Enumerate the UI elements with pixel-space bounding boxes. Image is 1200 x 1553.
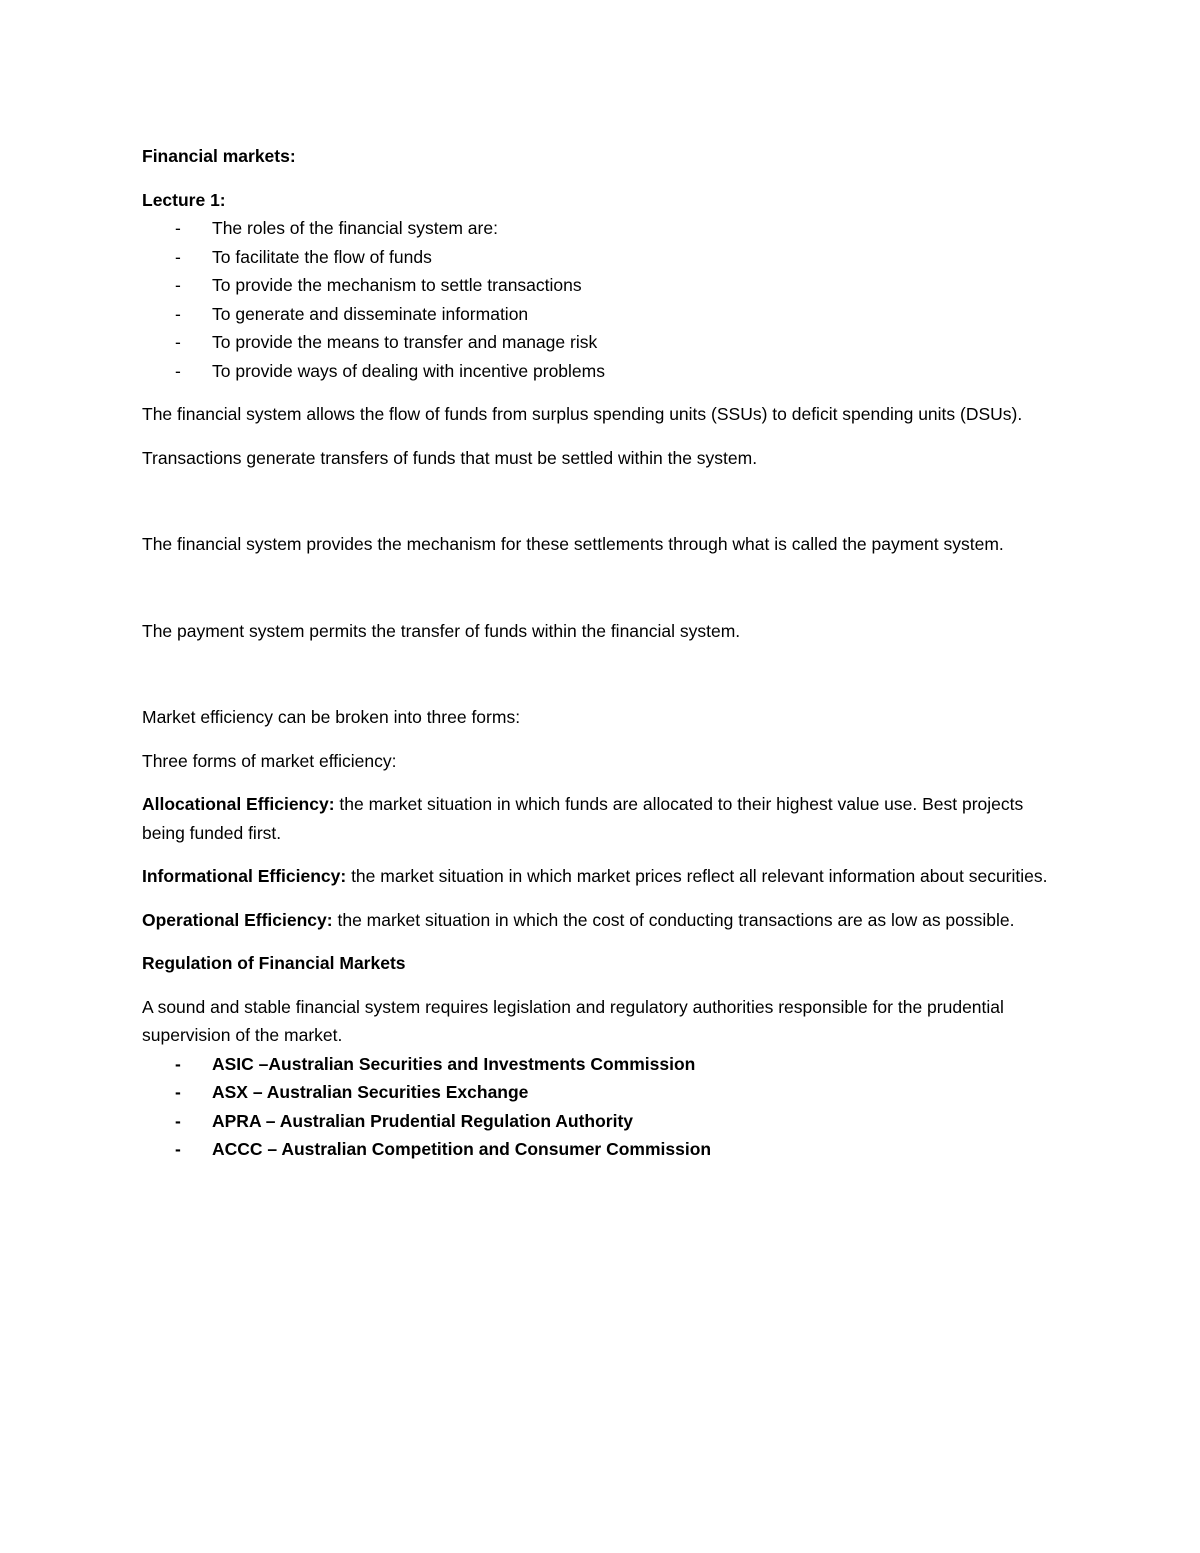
list-item <box>142 1107 1062 1136</box>
paragraph-three-forms: Three forms of market efficiency: <box>142 750 397 771</box>
bullet-dash: - <box>175 1053 181 1074</box>
bullet-dash: - <box>175 303 181 324</box>
list-item-text: The roles of the financial system are: <box>212 218 498 238</box>
bullet-dash: - <box>175 1139 181 1159</box>
list-item-text: To generate and disseminate information <box>212 303 529 324</box>
bullet-dash: - <box>175 360 181 381</box>
document-title: Financial markets: <box>142 146 296 166</box>
list-item <box>142 214 1062 243</box>
definition-informational <box>142 862 1062 891</box>
paragraph-efficiency-intro: Market efficiency can be broken into three forms: <box>142 707 521 727</box>
regulation-heading: Regulation of Financial Markets <box>142 953 406 973</box>
regulators-list <box>142 1050 1062 1164</box>
paragraph-regulation: A sound and stable financial system requires legislation and regulatory authorities responsible for the prudential supervision of the market. <box>142 996 1004 1045</box>
list-item <box>142 1135 1062 1164</box>
paragraph-flow: The financial system allows the flow of funds from surplus spending units (SSUs) to deficit spending units (DSUs). <box>142 404 1023 424</box>
lecture-heading: Lecture 1: <box>142 189 226 210</box>
list-item-text: APRA – Australian Prudential Regulation Authority <box>212 1110 634 1131</box>
bullet-dash: - <box>175 246 181 267</box>
definition-text: the market situation in which the cost of conducting transactions are as low as possible. <box>332 909 1015 930</box>
definition-text: the market situation in which funds are allocated to their highest value use. Best projects being funded first. <box>142 794 1024 843</box>
definition-term: Operational Efficiency: <box>142 909 333 930</box>
paragraph-transactions: Transactions generate transfers of funds that must be settled within the system. <box>142 447 758 468</box>
bullet-dash: - <box>175 1110 181 1131</box>
bullet-dash: - <box>175 275 181 295</box>
list-item <box>142 1078 1062 1107</box>
bullet-dash: - <box>175 1082 181 1102</box>
definition-term: Informational Efficiency: <box>142 866 347 886</box>
paragraph-mechanism: The financial system provides the mechanism for these settlements through what is called the payment system. <box>142 534 1004 554</box>
list-item <box>142 1050 1062 1079</box>
list-item-text: ASIC –Australian Securities and Investments Commission <box>212 1053 696 1074</box>
document-page <box>142 142 1062 1164</box>
bullet-dash: - <box>175 218 181 238</box>
definition-operational <box>142 906 1062 935</box>
list-item-text: To provide ways of dealing with incentive problems <box>212 360 605 381</box>
list-item-text: ASX – Australian Securities Exchange <box>212 1082 529 1102</box>
paragraph-payment: The payment system permits the transfer of funds within the financial system. <box>142 620 741 641</box>
list-item-text: ACCC – Australian Competition and Consumer Commission <box>212 1139 712 1159</box>
list-item <box>142 243 1062 272</box>
definition-text: the market situation in which market prices reflect all relevant information about securities. <box>346 866 1048 886</box>
definition-term: Allocational Efficiency: <box>142 794 335 814</box>
list-item-text: To facilitate the flow of funds <box>212 246 432 267</box>
list-item-text: To provide the mechanism to settle transactions <box>212 275 582 295</box>
list-item <box>142 300 1062 329</box>
bullet-dash: - <box>175 332 181 352</box>
definition-allocational <box>142 790 1062 847</box>
roles-list <box>142 214 1062 385</box>
list-item <box>142 357 1062 386</box>
list-item-text: To provide the means to transfer and manage risk <box>212 332 598 352</box>
list-item <box>142 328 1062 357</box>
list-item <box>142 271 1062 300</box>
